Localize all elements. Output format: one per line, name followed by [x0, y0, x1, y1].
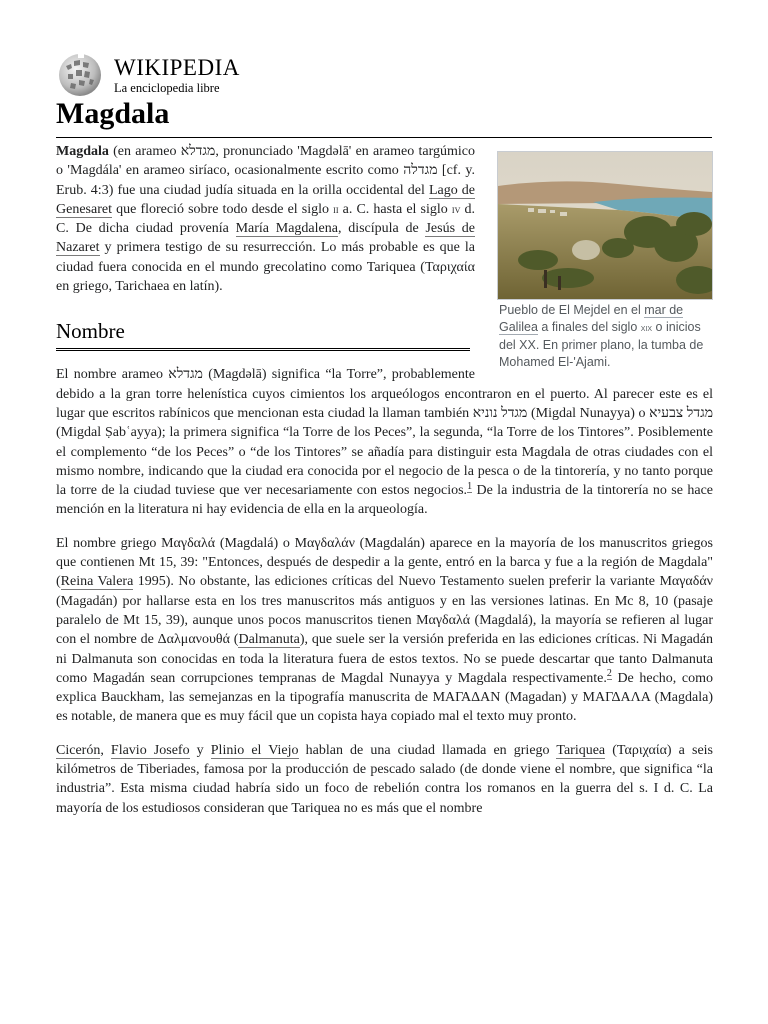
caption-text-3: o inicios del XX. En primer plano, la tumba de Mohamed El-'Ajami.: [499, 320, 704, 369]
intro-text-1: (en arameo מגדלא, pronunciado 'Magdəlā' en arameo targúmico o 'Magdála' en arameo siríaco, ocasionalmente escrito como מגדלה [cf. y. Erub. 4:3) fue una ciudad judía situada en la orilla occidental del: [56, 144, 475, 198]
intro-text-4: d. C. De dicha ciudad provenía: [56, 201, 476, 237]
caption-text-1: Pueblo de El Mejdel en el: [499, 303, 645, 317]
p3-text-2: y: [189, 742, 211, 758]
link-lago-de-genesaret[interactable]: Lago de Genesaret: [56, 182, 476, 217]
wordmark-tagline: La enciclopedia libre: [114, 80, 220, 95]
section-heading-nombre: Nombre: [56, 318, 470, 351]
p1-text-1: El nombre arameo מגדלא (Magdəlā) significa “la Torre”, probablemente debido a la gran torre helenística cuyos cimientos los arqueólogos encontraron en el puerto. Al parecer este es el lugar que escritos rabínicos que mencionan esta ciudad la llaman también מגדל נוניא (Migdal Nunayya) o מגדל צבעיא (Migdal Ṣabʿayya); la primera significa “la Torre de los Peces”, la segunda, “la Torre de los Tintores”. Posiblemente el complemento “de los Peces” o “de los Tintores” se añadía para distinguir esta Magdala de otras ciudades con el mismo nombre, indicando que la ciudad era conocida por el negocio de la pesca o de la tintorería, y no tanto porque la torre de la ciudad tuviese que ver necesariamente con estos negocios.: [56, 367, 713, 499]
intro-text-5: , discípula de: [337, 221, 426, 237]
caption-century: xix: [640, 323, 653, 334]
p3-text-3: hablan de una ciudad llamada en griego: [298, 742, 557, 758]
p2-text-4: De hecho, como explica Bauckham, las semejanzas en la tipografía manuscrita de ΜΑΓΑΔΑΝ (Magadan) y ΜΑΓΔΑΛΑ (Magdala) es notable, de manera que es muy fácil que un copista haya copiado mal el texto muy pronto.: [56, 670, 713, 725]
intro-bold-term: Magdala: [56, 144, 109, 159]
caption-text-2: a finales del siglo: [537, 320, 641, 334]
wikipedia-globe-logo[interactable]: [56, 52, 104, 98]
link-dalmanuta[interactable]: Dalmanuta: [238, 632, 300, 648]
lake-photo[interactable]: [497, 151, 713, 300]
infobox-figure: [497, 151, 713, 371]
intro-text-2: que floreció sobre todo desde el siglo: [111, 201, 334, 217]
paragraph-nombre-1: [56, 365, 713, 519]
site-header[interactable]: [56, 52, 240, 98]
century-ii: ii: [333, 201, 339, 216]
reference-1-link[interactable]: 1: [467, 480, 473, 492]
figure-caption: [497, 302, 713, 371]
link-flavio-josefo[interactable]: Flavio Josefo: [110, 742, 190, 758]
century-iv: iv: [451, 201, 461, 216]
paragraph-nombre-3: [56, 741, 713, 818]
p2-text-2: 1995). No obstante, las ediciones críticas del Nuevo Testamento suelen preferir la variante Μαγαδάν (Magadán) por hallarse esta en los tres manuscritos más antiguos y en las versiones latinas. En Mc 8, 10 (pasaje paralelo de Mt 15, 39), aunque unos pocos manuscritos tienen Μαγδαλά (Magdalá), la mayoría se refieren al lugar con el nombre de Δαλμανουθά (: [56, 574, 714, 648]
wordmark[interactable]: [114, 56, 240, 95]
link-jesus-de-nazaret[interactable]: Jesús de Nazaret: [56, 221, 476, 256]
p2-text-3: ), que suele ser la versión preferida en las ediciones críticas. Ni Magadán ni Dalmanuta son conocidas en toda la literatura fuera de estos textos. No se puede descartar que tanto Dalmanuta como Magadán sean corrupciones tempranas de Magdal Nunayya y Magdala respectivamente.: [56, 632, 713, 686]
p3-text-1: ,: [100, 742, 111, 758]
link-tariquea[interactable]: Tariquea: [556, 742, 606, 758]
p2-text-1: El nombre griego Μαγδαλά (Magdalá) o Μαγδαλάν (Magdalán) aparece en la mayoría de los manuscritos griegos que contienen Mt 15, 39: "Entonces, después de despedir a la gente, entró en la barca y fue a la región de Magdala" (: [56, 535, 713, 590]
link-plinio-el-viejo[interactable]: Plinio el Viejo: [210, 742, 299, 758]
p1-text-2: De la industria de la tintorería no se hace mención en la literatura ni hay evidencia de ella en la arqueología.: [56, 483, 714, 518]
link-mar-de-galilea[interactable]: mar de Galilea: [499, 303, 684, 334]
p3-text-4: (Ταριχαία) a seis kilómetros de Tiberiades, famosa por la producción de pescado salado (de donde viene el nombre, que significa “la industria”. Esta misma ciudad habría sido un foco de rebelión contra los romanos en la guerra del s. I d. C. La mayoría de los estudiosos consideran que Tariquea no es más que el nombre: [56, 742, 713, 816]
reference-2-link[interactable]: 2: [606, 668, 612, 680]
intro-text-6: y primera testigo de su resurrección. Lo más probable es que la ciudad fuera conocida en el mundo grecolatino como Tariquea (Ταριχαία en griego, Tarichaea en latín).: [56, 240, 475, 295]
wordmark-title: WIKIPEDIA: [114, 54, 240, 80]
link-reina-valera[interactable]: Reina Valera: [60, 574, 134, 590]
link-ciceron[interactable]: Cicerón: [56, 742, 101, 758]
link-maria-magdalena[interactable]: María Magdalena: [235, 221, 338, 237]
article-body: [56, 142, 713, 832]
paragraph-nombre-2: [56, 534, 713, 727]
intro-text-3: a. C. hasta el siglo: [338, 201, 452, 217]
page-title: Magdala: [56, 96, 712, 138]
